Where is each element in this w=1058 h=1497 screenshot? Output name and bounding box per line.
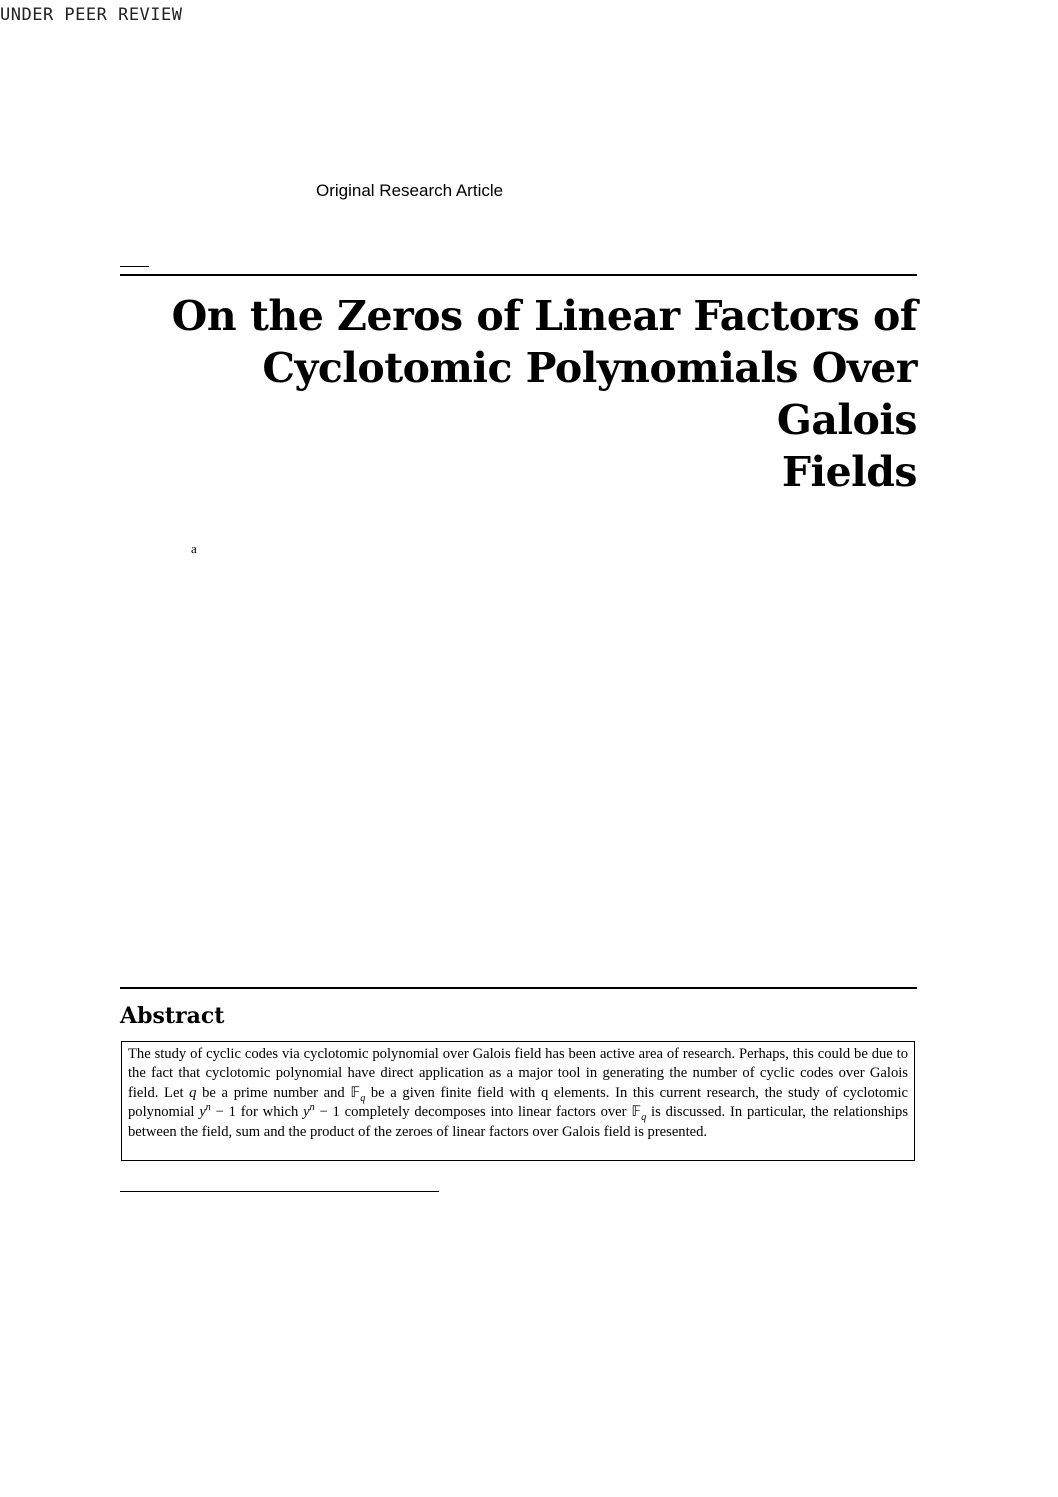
abstract-text: be a given finite field with q elements. In this current research, the study of cyclotomic polynomial (128, 1084, 908, 1121)
math-superscript: n (205, 1102, 211, 1114)
watermark: UNDER PEER REVIEW (0, 5, 183, 25)
math-symbol: 𝔽 (350, 1084, 361, 1101)
abstract-text: be a prime number and (196, 1084, 351, 1101)
math-symbol: 𝔽 (631, 1104, 642, 1121)
title-line: Fields (781, 448, 917, 496)
title-top-rule (120, 274, 917, 276)
abstract-text: − 1 completely decomposes into linear factors over (314, 1104, 632, 1121)
footnote-rule (120, 1191, 439, 1192)
math-subscript: q (641, 1112, 647, 1124)
math-superscript: n (309, 1102, 315, 1114)
abstract-text: − 1 for which (210, 1104, 304, 1121)
abstract-rule (120, 987, 917, 989)
abstract-body (121, 1041, 915, 1161)
short-rule (120, 266, 149, 267)
abstract-text: is discussed. In particular, the relationships between the field, sum and the product of the zeroes of linear factors over Galois field is presented. (128, 1104, 909, 1140)
math-symbol: q (189, 1084, 197, 1101)
abstract-text: The study of cyclic codes via cyclotomic polynomial over Galois field has been active area of research. Perhaps, this could be due to the fact that cyclotomic polynomial have direct application as a major tool in generating the number of cyclic codes over Galois field. Let (128, 1046, 908, 1101)
title-line: Cyclotomic Polynomials Over Galois (262, 344, 917, 444)
paper-title (120, 290, 917, 498)
math-symbol: y (303, 1104, 310, 1121)
author-affiliation-mark: a (191, 541, 197, 556)
title-line: On the Zeros of Linear Factors of (171, 292, 917, 340)
abstract-heading: Abstract (120, 1003, 225, 1029)
math-symbol: y (199, 1104, 206, 1121)
math-subscript: q (360, 1092, 366, 1104)
article-type-label: Original Research Article (316, 181, 504, 200)
